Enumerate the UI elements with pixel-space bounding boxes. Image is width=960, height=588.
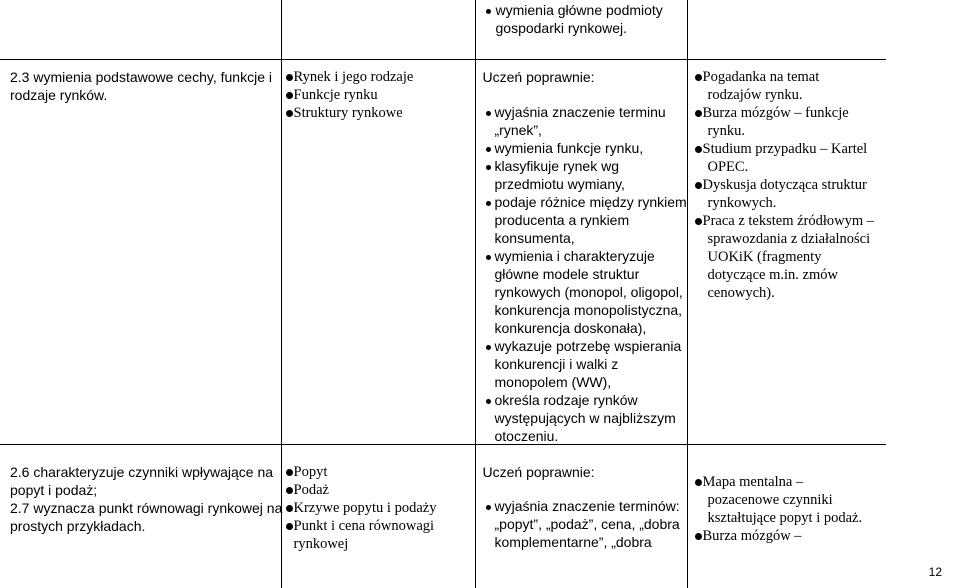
table-row bbox=[0, 0, 886, 59]
text-line: gospodarki rynkowej. bbox=[495, 20, 628, 36]
method-line: rynkowych. bbox=[707, 194, 777, 211]
text-line: „rynek”, bbox=[494, 121, 542, 138]
bullet-icon bbox=[286, 487, 293, 494]
text-line: wyjaśnia znaczenie terminu bbox=[494, 103, 666, 120]
bullet-icon bbox=[695, 533, 702, 540]
topic-item: Krzywe popytu i podaży bbox=[293, 499, 437, 516]
method-line: Mapa mentalna – bbox=[702, 473, 804, 490]
bullet-icon bbox=[695, 479, 702, 486]
method-line: Praca z tekstem źródłowym – bbox=[702, 212, 875, 229]
topic-item: Popyt bbox=[293, 463, 328, 480]
bullet-icon bbox=[486, 165, 491, 170]
student-intro: Uczeń poprawnie: bbox=[482, 463, 595, 480]
bullet-icon bbox=[695, 182, 702, 189]
bullet-icon bbox=[695, 218, 702, 225]
student-cell bbox=[475, 59, 687, 444]
outcome-line: 2.6 charakteryzuje czynniki wpływające na bbox=[10, 463, 274, 480]
table-row bbox=[0, 59, 886, 444]
method-line: kształtujące popyt i podaż. bbox=[707, 509, 863, 526]
text-line: wyjaśnia znaczenie terminów: bbox=[494, 497, 680, 514]
bullet-icon bbox=[695, 110, 702, 117]
text-line: producenta a rynkiem bbox=[494, 211, 630, 228]
method-line: Burza mózgów – bbox=[702, 527, 802, 544]
text-line: konkurencji i walki z bbox=[494, 355, 619, 372]
bullet-icon bbox=[286, 505, 293, 512]
outcome-line: popyt i podaż; bbox=[10, 481, 98, 498]
topic-item: Rynek i jego rodzaje bbox=[293, 68, 414, 85]
bullet-icon bbox=[486, 345, 491, 350]
bullet-icon bbox=[286, 469, 293, 476]
outcome-line: 2.7 wyznacza punkt równowagi rynkowej na bbox=[10, 499, 283, 516]
method-line: sprawozdania z działalności bbox=[707, 230, 871, 247]
text-line: występujących w najbliższym bbox=[494, 409, 676, 426]
outcome-line: rodzaje rynków. bbox=[10, 86, 108, 103]
method-line: Dyskusja dotycząca struktur bbox=[702, 176, 867, 193]
topic-item: Podaż bbox=[293, 481, 329, 498]
bullet-icon bbox=[486, 255, 491, 260]
bullet-icon bbox=[695, 74, 702, 81]
bullet-icon bbox=[286, 92, 293, 99]
text-line: główne modele struktur bbox=[494, 265, 640, 282]
methods-cell bbox=[687, 444, 886, 588]
bullet-icon bbox=[486, 505, 491, 510]
text-line: wymienia funkcje rynku, bbox=[494, 139, 644, 156]
student-cell bbox=[475, 444, 687, 588]
topic-item: Struktury rynkowe bbox=[293, 104, 403, 121]
text-line: konkurencja doskonała), bbox=[494, 319, 647, 336]
bullet-icon bbox=[486, 201, 491, 206]
bullet-icon bbox=[286, 74, 293, 81]
table-row bbox=[0, 444, 886, 588]
method-line: Studium przypadku – Kartel bbox=[702, 140, 868, 157]
method-line: rodzajów rynku. bbox=[707, 86, 803, 103]
bullet-icon bbox=[486, 399, 491, 404]
outcome-cell bbox=[0, 59, 281, 444]
text-line: określa rodzaje rynków bbox=[494, 391, 638, 408]
topic-item: Funkcje rynku bbox=[293, 86, 378, 103]
outcome-cell bbox=[0, 444, 281, 588]
topic-item: rynkowej bbox=[293, 535, 349, 552]
text-line: klasyfikuje rynek wg bbox=[494, 157, 619, 174]
text-line: przedmiotu wymiany, bbox=[494, 175, 625, 192]
bullet-icon bbox=[486, 147, 491, 152]
text-line: wymienia główne podmioty bbox=[495, 2, 663, 18]
method-line: rynku. bbox=[707, 122, 745, 139]
method-line: dotyczące m.in. zmów bbox=[707, 266, 838, 283]
text-line: konsumenta, bbox=[494, 229, 575, 246]
bullet-icon bbox=[486, 9, 491, 14]
text-line: otoczeniu. bbox=[494, 427, 559, 444]
text-line: rynkowych (monopol, oligopol, bbox=[494, 283, 683, 300]
outcome-line: 2.3 wymienia podstawowe cechy, funkcje i bbox=[10, 68, 272, 85]
method-line: Burza mózgów – funkcje bbox=[702, 104, 849, 121]
student-intro: Uczeń poprawnie: bbox=[482, 68, 595, 85]
method-line: cenowych). bbox=[707, 284, 775, 301]
page-number: 12 bbox=[928, 565, 942, 579]
bullet-icon bbox=[286, 110, 293, 117]
method-line: pozacenowe czynniki bbox=[707, 491, 833, 508]
text-line: monopolem (WW), bbox=[494, 373, 612, 390]
bullet-icon bbox=[486, 111, 491, 116]
text-line: „popyt”, „podaż”, cena, „dobra bbox=[494, 515, 680, 532]
method-line: OPEC. bbox=[707, 158, 749, 175]
topic-cell bbox=[281, 59, 475, 444]
text-line: podaje różnice między rynkiem bbox=[494, 193, 687, 210]
topic-item: Punkt i cena równowagi bbox=[293, 517, 435, 534]
method-line: Pogadanka na temat bbox=[702, 68, 820, 85]
outcome-line: prostych przykładach. bbox=[10, 517, 146, 534]
bullet-icon bbox=[286, 523, 293, 530]
text-line: komplementarne”, „dobra bbox=[494, 533, 652, 550]
bullet-icon bbox=[695, 146, 702, 153]
text-line: wykazuje potrzebę wspierania bbox=[494, 337, 682, 354]
method-line: UOKiK (fragmenty bbox=[707, 248, 822, 265]
methods-cell bbox=[687, 59, 886, 444]
text-line: konkurencja monopolistyczna, bbox=[494, 301, 683, 318]
topic-cell bbox=[281, 444, 475, 588]
text-line: wymienia i charakteryzuje bbox=[494, 247, 655, 264]
